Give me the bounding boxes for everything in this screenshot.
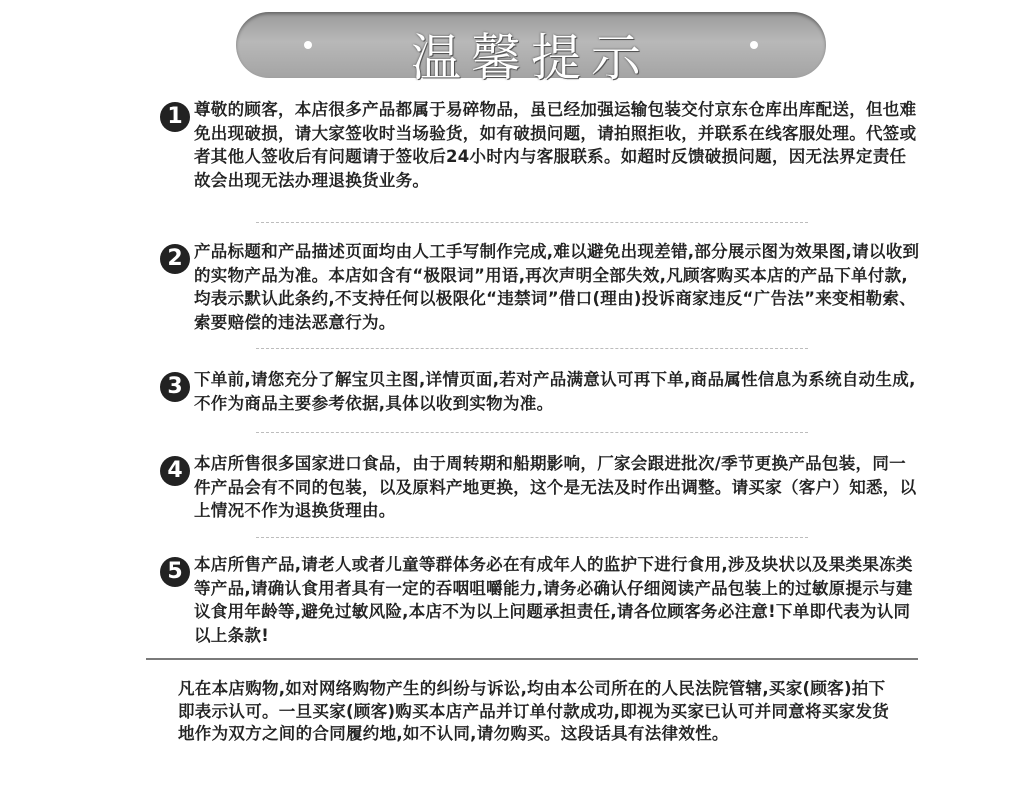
legal-footer-text: 凡在本店购物,如对网络购物产生的纠纷与诉讼,均由本公司所在的人民法院管辖,买家(顾客)拍下即表示认可。一旦买家(顾客)购买本店产品并订单付款成功,即视为买家已认可并同意将买家发货地作为双方之间的合同履约地,如不认同,请勿购买。这段话具有法律效性。: [178, 679, 890, 743]
footer-rule: [146, 658, 918, 660]
divider: [256, 432, 808, 433]
divider: [256, 537, 808, 538]
number-badge-icon: 1: [160, 102, 190, 132]
notice-text: 尊敬的顾客，本店很多产品都属于易碎物品，虽已经加强运输包装交付京东仓库出库配送，但也难免出现破损，请大家签收时当场验货，如有破损问题，请拍照拒收，并联系在线客服处理。代签或者其他人签收后有问题请于签收后24小时内与客服联系。如超时反馈破损问题，因无法界定责任故会出现无法办理退换货业务。: [194, 100, 917, 190]
notice-item-1: [160, 98, 920, 192]
notice-text: 本店所售产品,请老人或者儿童等群体务必在有成年人的监护下进行食用,涉及块状以及果类果冻类等产品,请确认食用者具有一定的吞咽咀嚼能力,请务必确认仔细阅读产品包装上的过敏原提示与建议食用年龄等,避免过敏风险,本店不为以上问题承担责任,请各位顾客务必注意!下单即代表为认同以上条款!: [194, 555, 913, 645]
divider: [256, 222, 808, 223]
page-title: 温馨提示: [411, 29, 651, 87]
notice-item-5: [160, 553, 920, 647]
notice-item-4: [160, 452, 920, 523]
notice-item-2: [160, 240, 920, 334]
notice-text: 下单前,请您充分了解宝贝主图,详情页面,若对产品满意认可再下单,商品属性信息为系统自动生成,不作为商品主要参考依据,具体以收到实物为准。: [194, 370, 916, 413]
notice-text: 本店所售很多国家进口食品，由于周转期和船期影响，厂家会跟进批次/季节更换产品包装，同一件产品会有不同的包装，以及原料产地更换，这个是无法及时作出调整。请买家（客户）知悉，以上情况不作为退换货理由。: [194, 454, 917, 521]
notice-item-3: [160, 368, 920, 415]
divider: [256, 348, 808, 349]
notice-text: 产品标题和产品描述页面均由人工手写制作完成,难以避免出现差错,部分展示图为效果图,请以收到的实物产品为准。本店如含有“极限词”用语,再次声明全部失效,凡顾客购买本店的产品下单付款,均表示默认此条约,不支持任何以极限化“违禁词”借口(理由)投诉商家违反“广告法”来变相勒索、索要赔偿的违法恶意行为。: [194, 242, 920, 332]
number-badge-icon: 3: [160, 372, 190, 402]
number-badge-icon: 5: [160, 557, 190, 587]
number-badge-icon: 4: [160, 456, 190, 486]
number-badge-icon: 2: [160, 244, 190, 274]
header-banner: [236, 12, 826, 87]
